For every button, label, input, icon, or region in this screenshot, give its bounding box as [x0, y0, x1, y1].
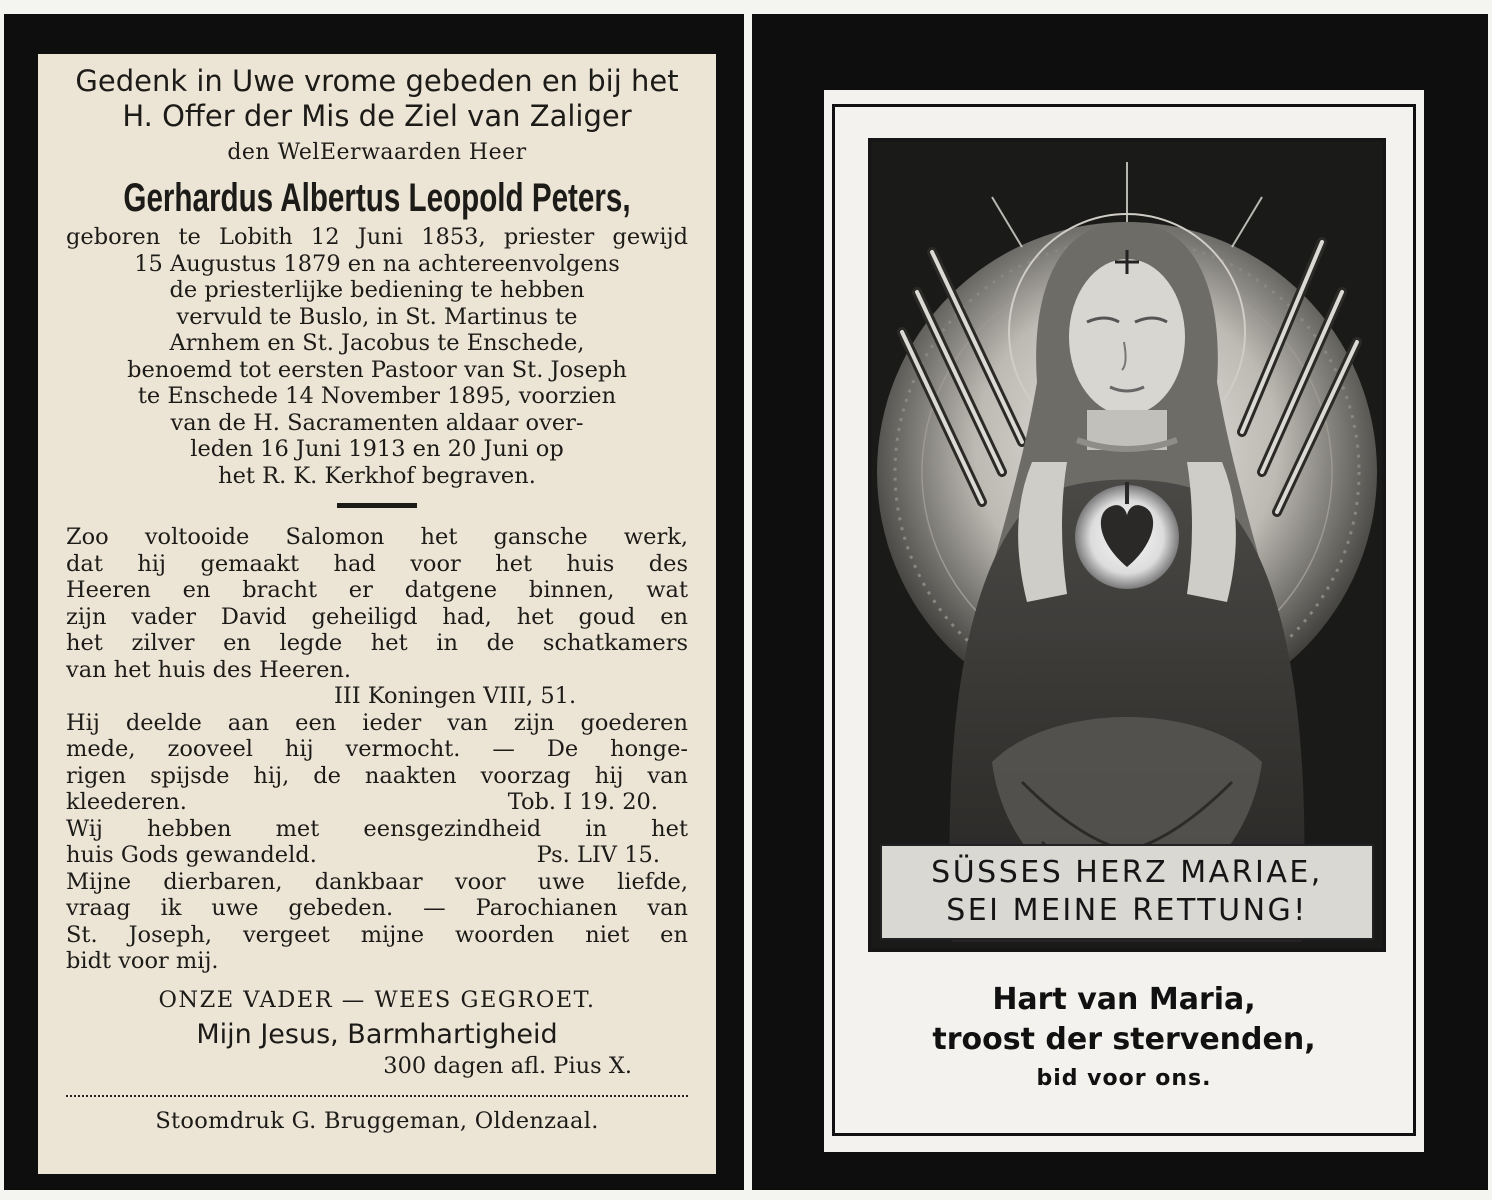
- request-line: vraag ik uwe gebeden. — Parochianen van: [66, 895, 688, 921]
- quote-tobias: [66, 710, 688, 816]
- quote-line: het zilver en legde het in de schatkamers: [66, 630, 688, 656]
- image-frame: [824, 90, 1424, 1152]
- quote-line: huis Gods gewandeld.: [66, 842, 317, 868]
- personal-request: [66, 869, 688, 975]
- request-line: St. Joseph, vergeet mijne woorden niet en: [66, 921, 688, 948]
- quote-psalm: [66, 816, 688, 869]
- bio-line: benoemd tot eersten Pastoor van St. Joseph: [127, 356, 627, 383]
- memorial-card-text-side: [4, 14, 744, 1190]
- german-caption: [880, 844, 1374, 940]
- bio-line: geboren te Lobith 12 Juni 1853, priester gewijd: [66, 224, 688, 250]
- sacred-heart-of-mary-illustration: [868, 138, 1386, 952]
- quote-citation: III Koningen VIII, 51.: [334, 683, 577, 709]
- quote-line: mede, zooveel hij vermocht. — De honge-: [66, 736, 688, 762]
- request-line: bidt voor mij.: [66, 948, 219, 974]
- biography: [66, 224, 688, 489]
- request-line: Mijne dierbaren, dankbaar voor uwe liefde,: [66, 868, 688, 895]
- quote-line: dat hij gemaakt had voor het huis des: [66, 550, 688, 577]
- quote-line: van het huis des Heeren.: [66, 656, 352, 683]
- dotted-divider: [66, 1095, 688, 1097]
- quote-last-row: [66, 842, 688, 869]
- ejaculation-line: Mijn Jesus, Barmhartigheid: [196, 1018, 558, 1050]
- prayer-line: ONZE VADER — WEES GEGROET.: [158, 986, 596, 1013]
- printer-line: Stoomdruk G. Bruggeman, Oldenzaal.: [155, 1107, 599, 1134]
- right-hand: [1187, 462, 1236, 602]
- quote-line: Zoo voltooide Salomon het gansche werk,: [66, 524, 688, 550]
- quote-line: kleederen.: [66, 789, 187, 815]
- dutch-prayer-line-3: bid voor ons.: [1036, 1066, 1212, 1091]
- bio-line: het R. K. Kerkhof begraven.: [218, 462, 536, 489]
- bio-line: leden 16 Juni 1913 en 20 Juni op: [190, 436, 564, 462]
- bio-line: Arnhem en St. Jacobus te Enschede,: [169, 330, 585, 356]
- quote-citation: Tob. I 19. 20.: [507, 789, 658, 815]
- card-paper: [38, 54, 716, 1174]
- dutch-prayer-line-1: Hart van Maria,: [992, 982, 1256, 1017]
- quote-line: zijn vader David geheiligd had, het goud en: [66, 603, 688, 630]
- header-line-2: H. Offer der Mis de Ziel van Zaliger: [122, 99, 632, 133]
- deceased-name: Gerhardus Albertus Leopold Peters,: [123, 176, 631, 220]
- madonna-image: [872, 142, 1382, 948]
- memorial-card-image-side: [752, 14, 1488, 1190]
- bio-line: de priesterlijke bediening te hebben: [169, 277, 585, 303]
- quote-last-row: [66, 789, 688, 816]
- left-hand: [1018, 462, 1067, 602]
- quote-citation: Ps. LIV 15.: [536, 842, 660, 868]
- bio-line: vervuld te Buslo, in St. Martinus te: [176, 303, 578, 330]
- caption-line: SÜSSES HERZ MARIAE,: [931, 855, 1323, 890]
- bio-line: 15 Augustus 1879 en na achtereenvolgens: [134, 250, 620, 277]
- quote-line: rigen spijsde hij, de naakten voorzag hij van: [66, 762, 688, 789]
- bio-line: te Enschede 14 November 1895, voorzien: [137, 383, 617, 409]
- bio-line: van de H. Sacramenten aldaar over-: [170, 409, 584, 436]
- dutch-prayer-line-2: troost der stervenden,: [932, 1022, 1316, 1057]
- quote-line: Heeren en bracht er datgene binnen, wat: [66, 577, 688, 603]
- caption-line: SEI MEINE RETTUNG!: [946, 893, 1308, 928]
- quote-line: Hij deelde aan een ieder van zijn goederen: [66, 709, 688, 736]
- indulgence-line: 300 dagen afl. Pius X.: [383, 1052, 632, 1079]
- quote-salomon: [66, 524, 688, 710]
- header-line-1: Gedenk in Uwe vrome gebeden en bij het: [75, 64, 679, 98]
- separator-rule: [337, 503, 417, 508]
- title-line: den WelEerwaarden Heer: [227, 140, 527, 165]
- quote-line: Wij hebben met eensgezindheid in het: [66, 815, 688, 842]
